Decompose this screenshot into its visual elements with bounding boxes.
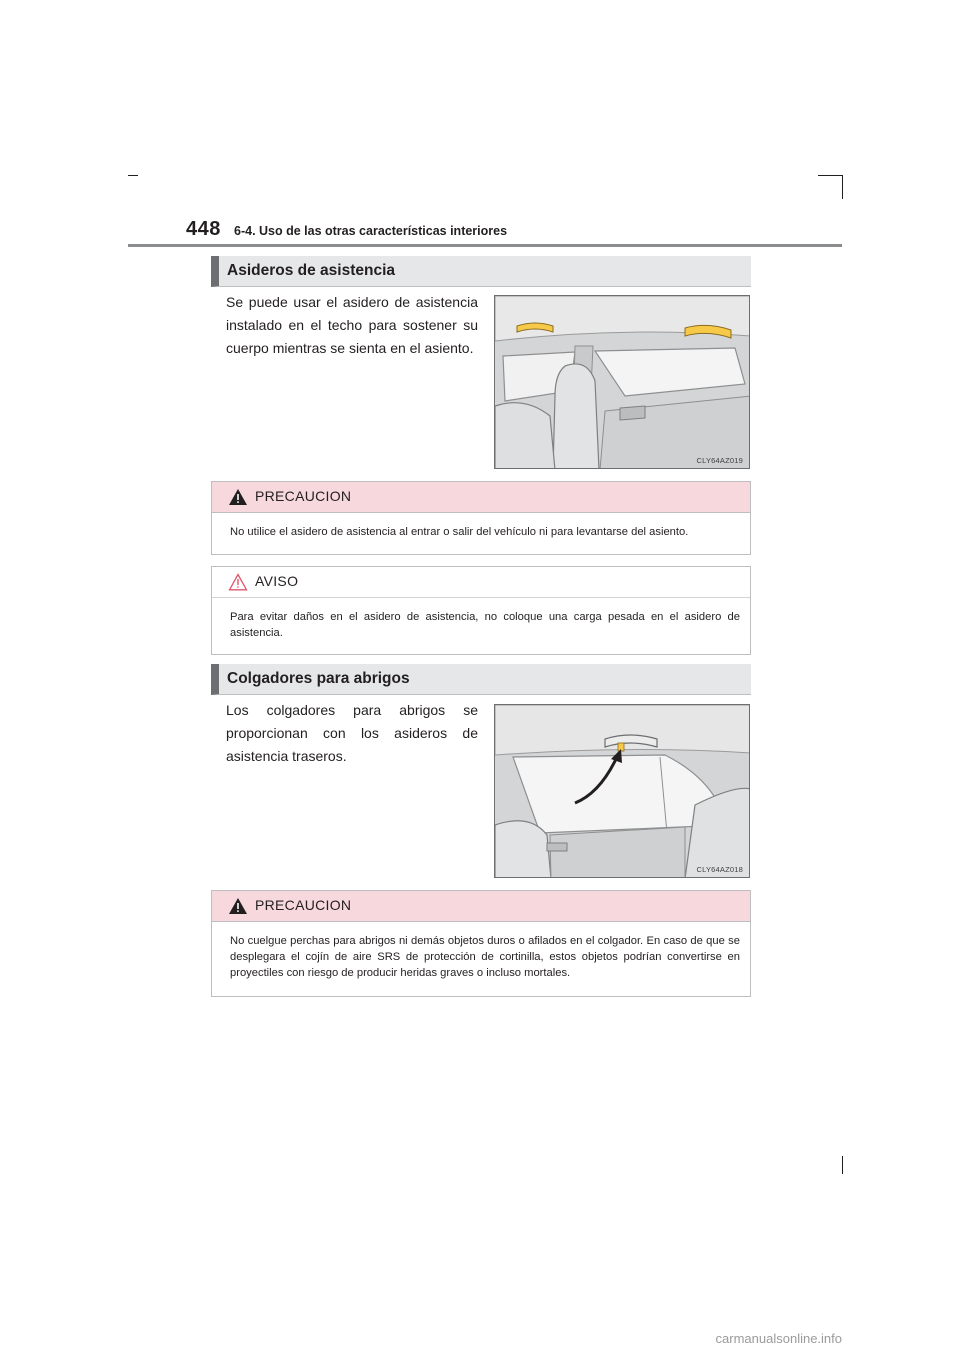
watermark: carmanualsonline.info [715, 1331, 842, 1346]
body-text-colgadores: Los colgadores para abrigos se proporcionan con los asideros de asistencia traseros. [226, 702, 478, 764]
warning-triangle-icon [228, 488, 248, 506]
caution-header [212, 891, 750, 922]
figure-assist-grips [494, 295, 750, 469]
caution-text: No utilice el asidero de asistencia al entrar o salir del vehículo ni para levantarse del asiento. [230, 526, 689, 538]
crop-mark [842, 1156, 843, 1174]
caution-header [212, 482, 750, 513]
figure-code: CLY64AZ018 [696, 865, 743, 874]
crop-mark [818, 175, 842, 176]
crop-mark [842, 175, 843, 199]
caution-box [211, 481, 751, 555]
notice-triangle-icon [228, 573, 248, 591]
section-title-text: Colgadores para abrigos [227, 670, 410, 687]
caution-title: PRECAUCION [255, 897, 352, 913]
crop-mark [128, 175, 138, 176]
caution-text: No cuelgue perchas para abrigos ni demás objetos duros o afilados en el colgador. En caso de que se desplegara el cojín de aire SRS de protección de cortinilla, estos objetos podrían convertirse en proyectiles con riesgo de producir heridas graves o incluso mortales. [230, 935, 740, 979]
figure-coat-hooks [494, 704, 750, 878]
car-interior-illustration [495, 296, 750, 469]
section-title-text: Asideros de asistencia [227, 262, 395, 279]
notice-box [211, 566, 751, 655]
running-head: 6-4. Uso de las otras características interiores [234, 224, 508, 238]
caution-box [211, 890, 751, 997]
body-text-asideros: Se puede usar el asidero de asistencia instalado en el techo para sostener su cuerpo mientras se sienta en el asiento. [226, 294, 478, 356]
notice-title: AVISO [255, 573, 299, 589]
caution-title: PRECAUCION [255, 488, 352, 504]
coat-hook-illustration [495, 705, 750, 878]
warning-triangle-icon [228, 897, 248, 915]
header-rule [128, 244, 842, 247]
notice-text: Para evitar daños en el asidero de asistencia, no coloque una carga pesada en el asidero de asistencia. [230, 611, 740, 639]
page-number: 448 [186, 218, 221, 240]
figure-code: CLY64AZ019 [696, 456, 743, 465]
section-title-colgadores [211, 664, 751, 695]
section-title-asideros [211, 256, 751, 287]
notice-header [212, 567, 750, 598]
